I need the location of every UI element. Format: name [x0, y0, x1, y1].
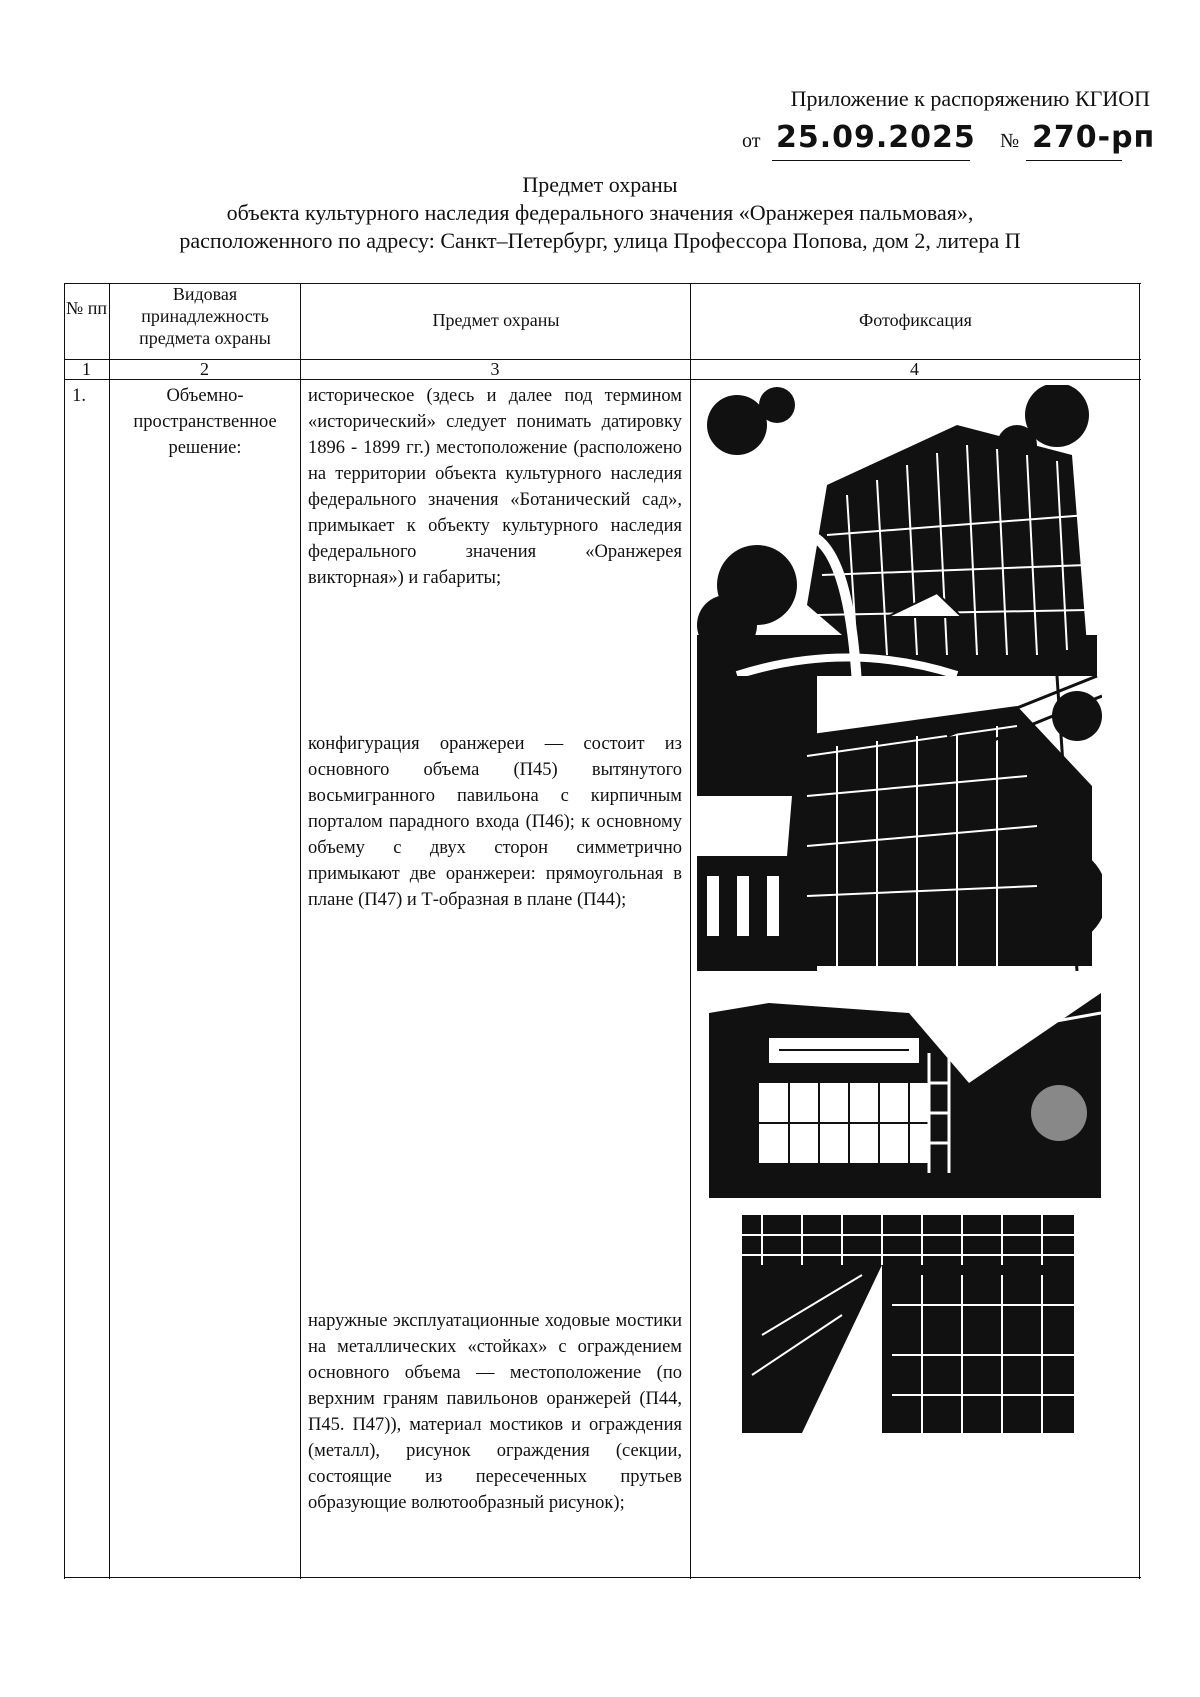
date-underline — [772, 160, 970, 161]
col-divider-2 — [300, 283, 301, 1579]
photo-greenhouse-configuration — [697, 676, 1102, 971]
document-title: Предмет охраны — [522, 172, 678, 197]
subject-item-walkways: наружные эксплуатационные ходовые мостики на металлических «стойках» с ограждением основного объема — местоположение (по верхним граням павильонов оранжерей (П44, П45. П47)), материал мостиков и ограждения (металл), рисунок ограждения (секции, состоящие из пересеченных прутьев образующие волютообразный рисунок); — [308, 1311, 682, 1513]
col-number-4: 4 — [910, 359, 919, 379]
photo-walkways-railing — [742, 1215, 1074, 1433]
col-header-number: № пп — [66, 298, 107, 318]
col-header-type: Видовая принадлежность предмета охраны — [139, 284, 271, 348]
appendix-caption: Приложение к распоряжению КГИОП — [790, 86, 1150, 111]
order-number: 270-рп — [1032, 120, 1156, 155]
row-number: 1. — [72, 386, 86, 406]
col-number-1: 1 — [82, 359, 91, 379]
order-date: 25.09.2025 — [776, 120, 976, 155]
number-underline — [1026, 160, 1122, 161]
order-reference — [742, 118, 1162, 168]
subject-item-location: историческое (здесь и далее под термином «исторический» следует понимать датировку 1896 - 1899 гг.) местоположение (расположено на территории объекта культурного наследия федерального значения «Ботанический сад», примыкает к объекту культурного наследия федерального значения «Оранжерея викторная») и габариты; — [308, 386, 682, 588]
table-border-right — [1139, 283, 1140, 1579]
document-subtitle-object: объекта культурного наследия федерального значения «Оранжерея пальмовая», — [226, 200, 974, 225]
col-header-subject: Предмет охраны — [432, 310, 560, 330]
col-number-3: 3 — [490, 359, 500, 379]
row-type: Объемно-пространственное решение: — [133, 386, 277, 458]
protection-subject-table — [64, 283, 1141, 1579]
document-subtitle-address: расположенного по адресу: Санкт–Петербург, улица Профессора Попова, дом 2, литера П — [179, 228, 1021, 253]
col-divider-3 — [690, 283, 691, 1579]
table-border-bottom — [64, 1577, 1141, 1578]
from-label: от — [742, 130, 761, 152]
col-divider-1 — [109, 283, 110, 1579]
subject-item-configuration: конфигурация оранжереи — состоит из основного объема (П45) вытянутого восьмигранного павильона с кирпичным порталом парадного входа (П46); к основному объему с двух сторон симметрично примыкают две оранжереи: прямоугольная в плане (П47) и Т-образная в плане (П44); — [308, 734, 682, 910]
photo-greenhouse-facade — [709, 993, 1101, 1198]
col-number-2: 2 — [200, 359, 209, 379]
photo-palm-greenhouse-exterior — [697, 385, 1097, 685]
number-label: № — [1000, 130, 1020, 152]
col-header-photo: Фотофиксация — [859, 310, 972, 330]
table-border-left — [64, 283, 65, 1579]
